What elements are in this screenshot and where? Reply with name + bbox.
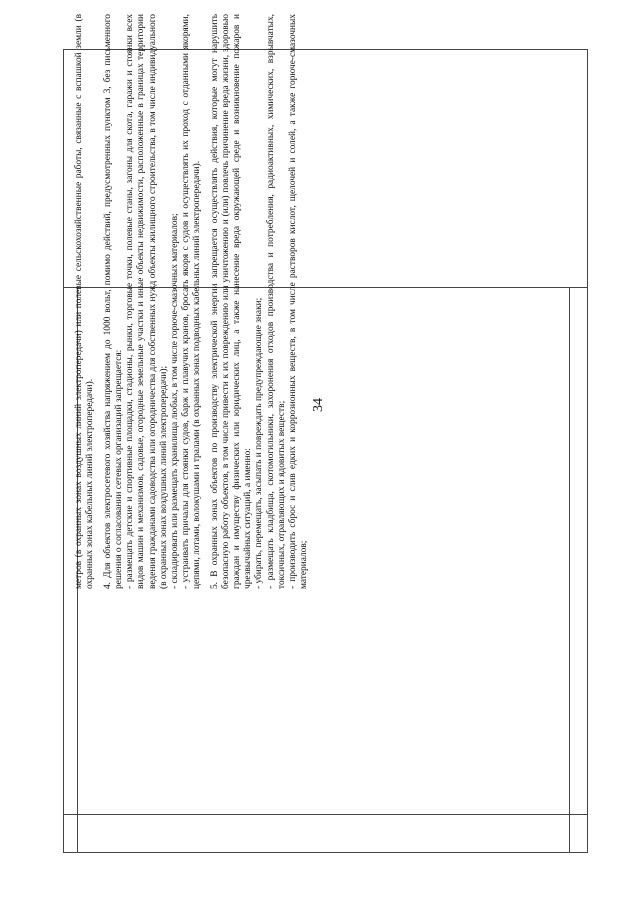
paragraph: - размещать кладбища, скотомогильники, захоронения отходов производства и потребления, радиоактивных, химических, взрывчатых, токсичных, отравляющих и ядовитых веществ; <box>265 14 287 589</box>
paragraph: - размещать детские и спортивные площадки, стадионы, рынки, торговые точки, полевые станы, загоны для скота, гаражи и стоянки всех видов машин и механизмов, садовые, огородные земельные участки и иные объекты недвижимости, расположенные в границах территории ведения гражданами садоводства или огородничества для собственных нужд объекты жилищного строительства, в том числе индивидуального (в охранных зонах воздушных линий электропередачи); <box>125 14 169 589</box>
paragraph: - складировать или размещать хранилища любых, в том числе горюче-смазочных материалов; <box>169 213 180 589</box>
table-left-border <box>63 49 64 853</box>
table-right-border <box>587 49 588 853</box>
paragraph: метров (в охранных зонах воздушных линий электропередачи) или полевые сельскохозяйственные работы, связанные с вспашкой земли (в охранных зонах кабельных линий электропередачи). <box>74 14 96 589</box>
paragraph: - устраивать причалы для стоянки судов, барж и плавучих кранов, бросать якоря с судов и осуществлять их проход с отданными якорями, цепями, лотами, волокушами и тралами (в охранных зонах подводных кабельных линий электропередачи). <box>180 14 202 589</box>
table-column-divider <box>569 287 570 853</box>
paragraph: - производить сброс и слив едких и коррозионных веществ, в том числе растворов кислот, щелочей и солей, а также горюче-смазочных материалов; <box>287 14 309 589</box>
table-bottom-border <box>63 852 588 853</box>
table-row-divider <box>63 814 588 815</box>
paragraph: 5. В охранных зонах объектов по производству электрической энергии запрещается осуществлять действия, которые могут нарушить безопасную работу объектов, в том числе привести к их повреждению или уничтожению и (или) повлечь причинение вреда жизни, здоровью граждан и имуществу физических или юридических лиц, а также нанесение вреда окружающей среде и возникновение пожаров и чрезвычайных ситуаций, а именно: <box>210 14 254 589</box>
rotated-table-cell <box>74 14 558 589</box>
paragraph: - убирать, перемещать, засыпать и повреждать предупреждающие знаки; <box>254 297 265 589</box>
paragraph: 4. Для объектов электросетевого хозяйства напряжением до 1000 вольт, помимо действий, предусмотренных пунктом 3, без письменного решения о согласовании сетевых организаций запрещается: <box>103 14 125 589</box>
cell-text <box>74 14 558 589</box>
page-number: 34 <box>311 398 326 412</box>
